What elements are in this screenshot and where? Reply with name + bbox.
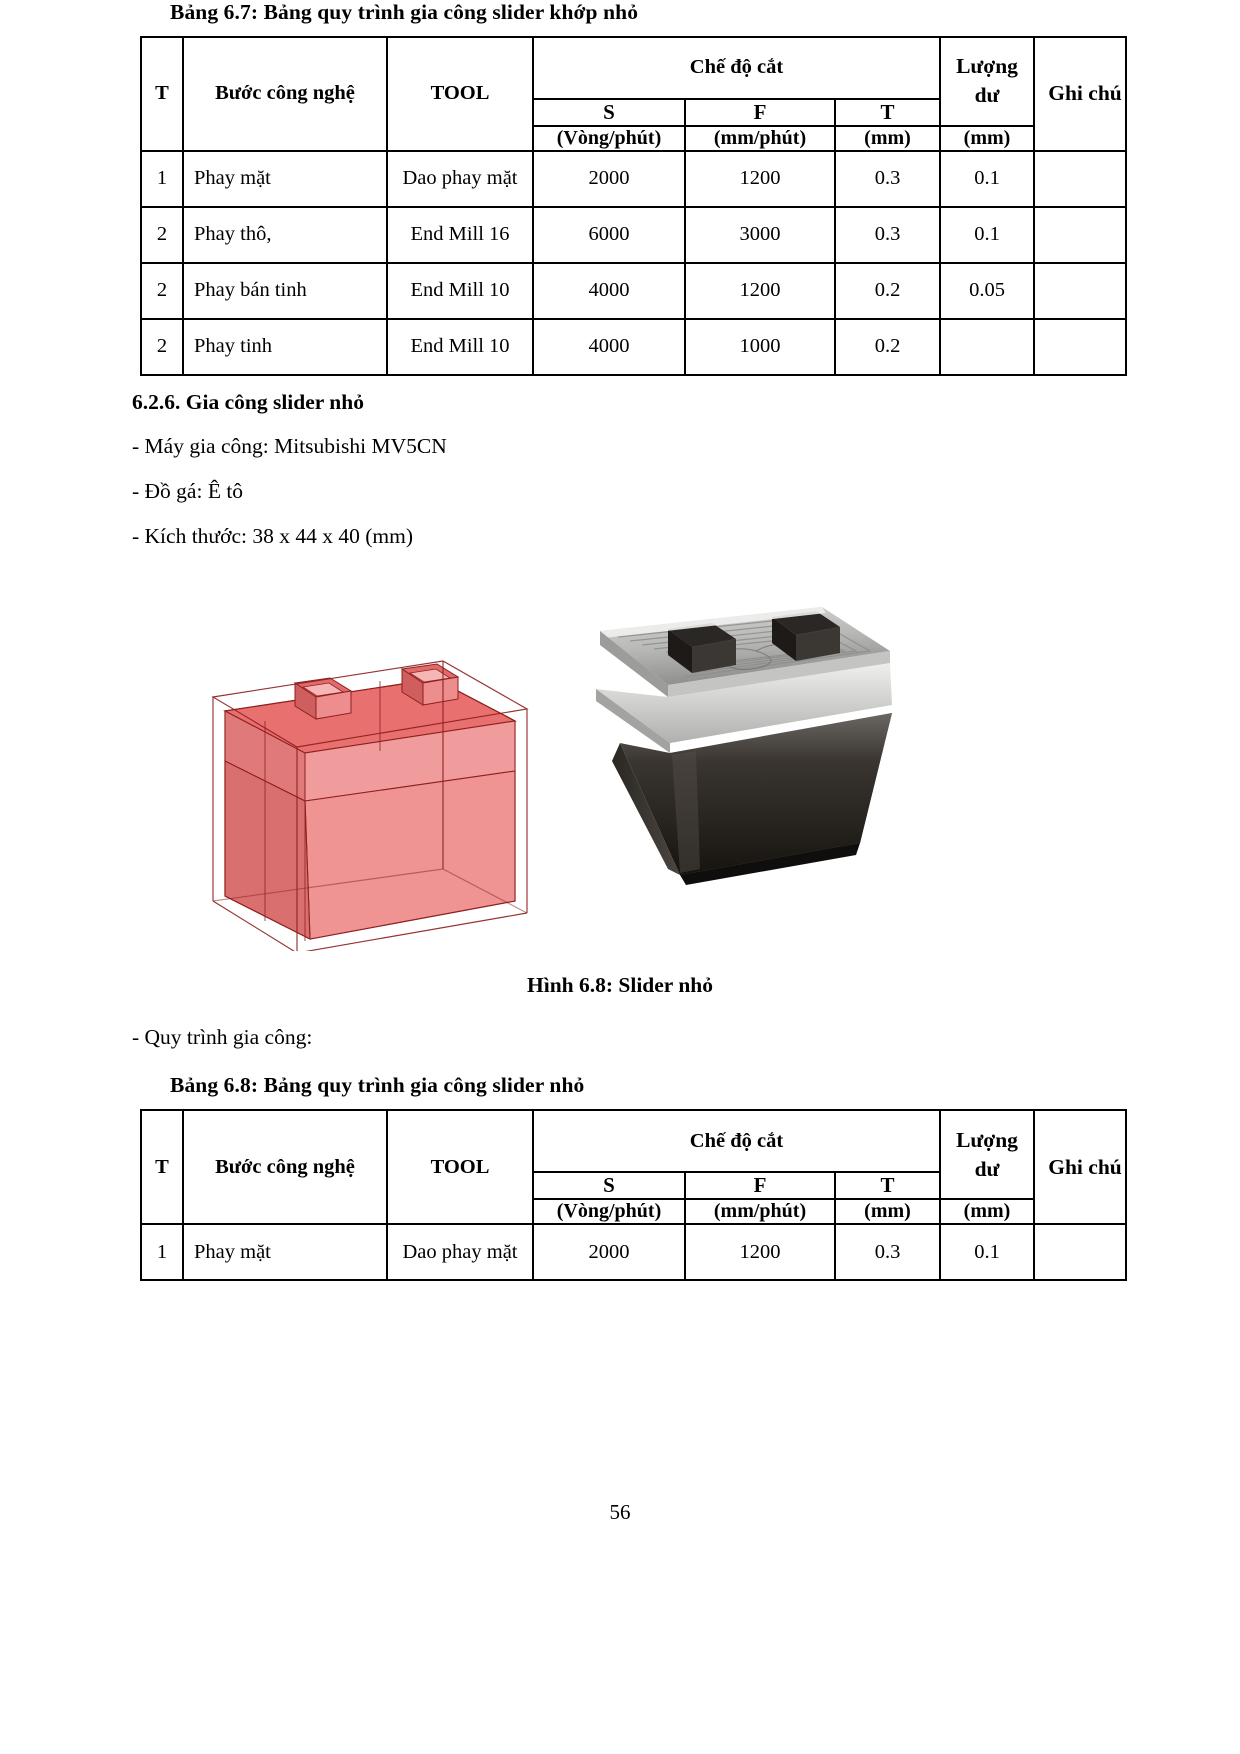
table-row xyxy=(141,1224,1126,1280)
cell-t-depth: 0.2 xyxy=(835,263,940,319)
line-fixture: - Đồ gá: Ê tô xyxy=(132,478,244,503)
header-t-depth: T xyxy=(835,1172,940,1199)
table-1-head xyxy=(141,37,1126,151)
cell-step: Phay thô, xyxy=(183,207,387,263)
cell-note xyxy=(1034,319,1126,375)
cell-step: Phay mặt xyxy=(183,151,387,207)
header-s-unit: (Vòng/phút) xyxy=(533,126,685,151)
header-allowance-line1: Lượng xyxy=(956,1127,1018,1152)
cell-f: 1000 xyxy=(685,319,835,375)
table-row xyxy=(141,319,1126,375)
header-allowance-line2: dư xyxy=(974,1156,1000,1181)
cell-allowance xyxy=(940,319,1034,375)
header-step: Bước công nghệ xyxy=(183,37,387,151)
header-f: F xyxy=(685,1172,835,1199)
header-t-unit: (mm) xyxy=(835,126,940,151)
cell-step: Phay mặt xyxy=(183,1224,387,1280)
header-note xyxy=(1034,37,1126,151)
cell-t-depth: 0.3 xyxy=(835,207,940,263)
cad-model-svg xyxy=(205,601,535,951)
cell-note xyxy=(1034,207,1126,263)
cell-tool: End Mill 10 xyxy=(387,263,533,319)
cell-s: 2000 xyxy=(533,1224,685,1280)
cell-tool: End Mill 10 xyxy=(387,319,533,375)
header-tool: TOOL xyxy=(387,1110,533,1224)
header-allowance-unit: (mm) xyxy=(940,126,1034,151)
section-heading-626: 6.2.6. Gia công slider nhỏ xyxy=(132,389,364,414)
header-allowance xyxy=(940,1110,1034,1199)
cell-t: 2 xyxy=(141,207,183,263)
table-row xyxy=(141,263,1126,319)
header-f: F xyxy=(685,99,835,126)
cell-step: Phay bán tinh xyxy=(183,263,387,319)
line-dimensions: - Kích thước: 38 x 44 x 40 (mm) xyxy=(132,523,413,548)
header-t-unit: (mm) xyxy=(835,1199,940,1224)
header-f-unit: (mm/phút) xyxy=(685,1199,835,1224)
cell-step: Phay tinh xyxy=(183,319,387,375)
figure-6-8 xyxy=(140,583,1100,973)
table-2-caption: Bảng 6.8: Bảng quy trình gia công slider nhỏ xyxy=(170,1073,585,1098)
cell-allowance: 0.1 xyxy=(940,1224,1034,1280)
process-table-1 xyxy=(140,36,1127,376)
header-note xyxy=(1034,1110,1126,1224)
cell-s: 4000 xyxy=(533,263,685,319)
process-intro-line: - Quy trình gia công: xyxy=(132,1025,313,1050)
header-note-line1: Ghi xyxy=(1048,1154,1083,1179)
machined-part-svg xyxy=(560,593,900,893)
cell-allowance: 0.1 xyxy=(940,151,1034,207)
header-tool: TOOL xyxy=(387,37,533,151)
table-2-header-row-1 xyxy=(141,1110,1126,1172)
header-f-unit: (mm/phút) xyxy=(685,126,835,151)
header-s: S xyxy=(533,99,685,126)
table-2-body xyxy=(141,1224,1126,1280)
table-2-head xyxy=(141,1110,1126,1224)
cell-tool: Dao phay mặt xyxy=(387,151,533,207)
cell-tool: End Mill 16 xyxy=(387,207,533,263)
cell-t: 1 xyxy=(141,151,183,207)
cell-f: 3000 xyxy=(685,207,835,263)
page-content xyxy=(132,0,1122,1281)
header-s: S xyxy=(533,1172,685,1199)
header-cutting-mode: Chế độ cắt xyxy=(533,37,940,99)
figure-caption: Hình 6.8: Slider nhỏ xyxy=(527,973,713,998)
line-machine: - Máy gia công: Mitsubishi MV5CN xyxy=(132,433,447,458)
cell-t: 2 xyxy=(141,319,183,375)
header-allowance-line2: dư xyxy=(974,83,1000,108)
cad-model-image xyxy=(205,601,535,951)
table-row xyxy=(141,207,1126,263)
header-note-line2: chú xyxy=(1088,1154,1122,1179)
header-s-unit: (Vòng/phút) xyxy=(533,1199,685,1224)
cell-s: 2000 xyxy=(533,151,685,207)
header-t: T xyxy=(141,37,183,151)
cell-note xyxy=(1034,263,1126,319)
table-row xyxy=(141,151,1126,207)
table-1-body xyxy=(141,151,1126,375)
cell-allowance: 0.1 xyxy=(940,207,1034,263)
header-t: T xyxy=(141,1110,183,1224)
cell-f: 1200 xyxy=(685,263,835,319)
cell-f: 1200 xyxy=(685,151,835,207)
header-allowance xyxy=(940,37,1034,126)
table-1-header-row-1 xyxy=(141,37,1126,99)
header-allowance-line1: Lượng xyxy=(956,54,1018,79)
cell-allowance: 0.05 xyxy=(940,263,1034,319)
header-step: Bước công nghệ xyxy=(183,1110,387,1224)
cell-f: 1200 xyxy=(685,1224,835,1280)
cell-t: 2 xyxy=(141,263,183,319)
header-cutting-mode: Chế độ cắt xyxy=(533,1110,940,1172)
machined-part-photo xyxy=(560,593,900,893)
cell-t-depth: 0.3 xyxy=(835,1224,940,1280)
table-1-caption: Bảng 6.7: Bảng quy trình gia công slider khớp nhỏ xyxy=(170,0,639,24)
header-allowance-unit: (mm) xyxy=(940,1199,1034,1224)
cell-tool: Dao phay mặt xyxy=(387,1224,533,1280)
cell-s: 6000 xyxy=(533,207,685,263)
cell-note xyxy=(1034,151,1126,207)
cell-t-depth: 0.2 xyxy=(835,319,940,375)
cell-s: 4000 xyxy=(533,319,685,375)
cell-t: 1 xyxy=(141,1224,183,1280)
header-note-line1: Ghi xyxy=(1048,81,1083,106)
cell-note xyxy=(1034,1224,1126,1280)
header-note-line2: chú xyxy=(1088,81,1122,106)
page-number: 56 xyxy=(609,1500,631,1524)
header-t-depth: T xyxy=(835,99,940,126)
process-table-2 xyxy=(140,1109,1127,1281)
cell-t-depth: 0.3 xyxy=(835,151,940,207)
